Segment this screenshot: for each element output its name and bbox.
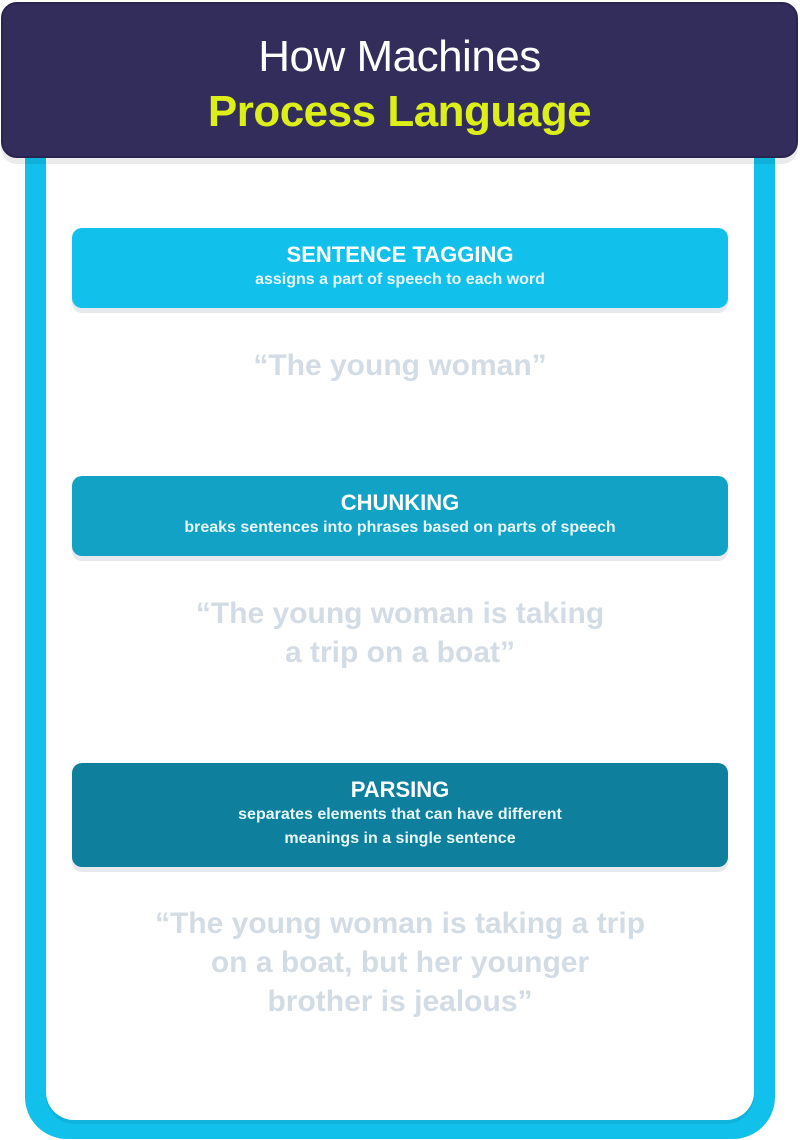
example-line: “The young woman is taking	[195, 597, 605, 630]
example-line: a trip on a boat”	[284, 636, 515, 669]
step-title: PARSING	[350, 777, 450, 802]
example-line: “The young woman is taking a trip	[154, 907, 646, 940]
step-chunking	[72, 476, 728, 556]
title-line-2: Process Language	[207, 87, 592, 136]
step-description: assigns a part of speech to each word	[255, 271, 545, 288]
example-line: brother is jealous”	[267, 985, 533, 1018]
step-title: SENTENCE TAGGING	[286, 242, 514, 267]
example-sentence-tagging	[72, 346, 728, 385]
step-description: meanings in a single sentence	[284, 830, 516, 847]
example-line: on a boat, but her younger	[210, 946, 590, 979]
step-description: separates elements that can have different	[238, 806, 562, 823]
title-line-1: How Machines	[258, 32, 541, 81]
example-parsing	[72, 904, 728, 1021]
example-line: “The young woman”	[253, 349, 547, 382]
step-parsing	[72, 763, 728, 867]
step-title: CHUNKING	[340, 490, 460, 515]
step-sentence-tagging	[72, 228, 728, 308]
step-description: breaks sentences into phrases based on parts of speech	[184, 519, 616, 536]
example-chunking	[72, 594, 728, 672]
title-banner	[1, 2, 798, 158]
